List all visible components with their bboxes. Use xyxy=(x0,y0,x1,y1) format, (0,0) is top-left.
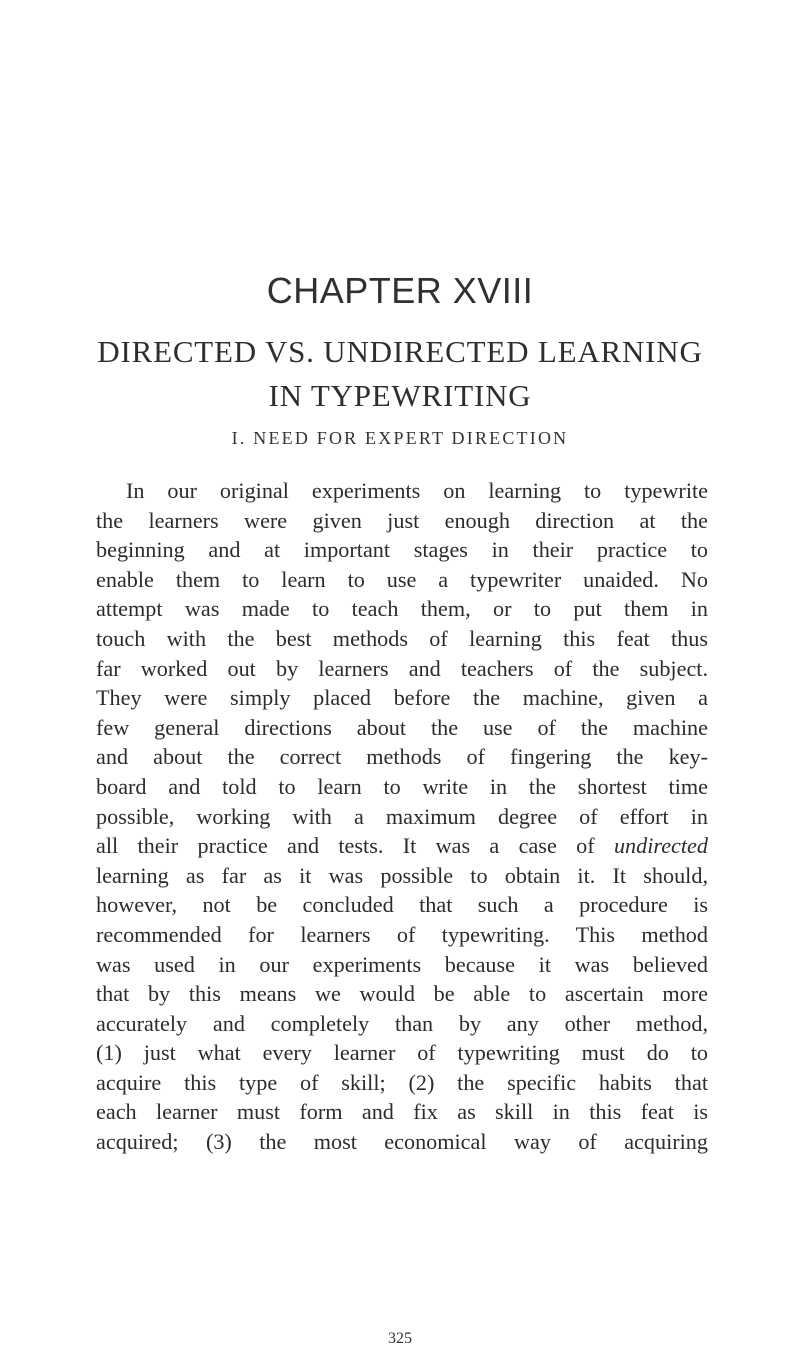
text-line: touch with the best methods of learning this feat thus xyxy=(96,625,708,651)
text-line xyxy=(96,831,708,861)
text-line: acquired; (3) the most economical way of acquiring xyxy=(96,1129,708,1155)
chapter-title-line: IN TYPEWRITING xyxy=(268,378,532,413)
chapter-title-line: DIRECTED VS. UNDIRECTED LEARNING xyxy=(97,334,703,369)
text-line: recommended for learners of typewriting. This method xyxy=(96,921,708,947)
text-line: acquire this type of skill; (2) the specific habits that xyxy=(96,1069,708,1095)
chapter-number: CHAPTER XVIII xyxy=(266,270,534,311)
text-line: however, not be concluded that such a procedure is xyxy=(96,892,708,918)
section-heading: I. NEED FOR EXPERT DIRECTION xyxy=(231,428,569,448)
text-line: In our original experiments on learning to typewrite xyxy=(126,478,708,503)
text-line: far worked out by learners and teachers of the subject. xyxy=(96,655,708,681)
text-line: attempt was made to teach them, or to put them in xyxy=(96,596,708,622)
text-line: (1) just what every learner of typewriting must do to xyxy=(96,1040,708,1066)
text-line: few general directions about the use of the machine xyxy=(96,714,708,740)
text-line: possible, working with a maximum degree of effort in xyxy=(96,803,708,829)
page-number: 325 xyxy=(388,1330,412,1347)
text-line: enable them to learn to use a typewriter unaided. No xyxy=(96,566,708,592)
text-line: that by this means we would be able to ascertain more xyxy=(96,981,708,1007)
text-line: was used in our experiments because it was believed xyxy=(96,951,708,977)
text-line: each learner must form and fix as skill in this feat is xyxy=(96,1099,708,1125)
body-paragraph xyxy=(96,476,708,1157)
text-line: They were simply placed before the machine, given a xyxy=(96,685,708,711)
text-line: learning as far as it was possible to obtain it. It should, xyxy=(96,862,708,888)
italic-term: undirected xyxy=(613,833,708,859)
text-line: beginning and at important stages in their practice to xyxy=(96,537,708,563)
text-line: accurately and completely than by any other method, xyxy=(96,1010,708,1036)
text-line: and about the correct methods of fingering the key- xyxy=(96,744,708,770)
chapter-title xyxy=(0,330,800,418)
text-line: the learners were given just enough direction at the xyxy=(96,507,708,533)
text-segment: all their practice and tests. It was a case of xyxy=(96,833,614,859)
text-line: board and told to learn to write in the shortest time xyxy=(96,773,708,799)
